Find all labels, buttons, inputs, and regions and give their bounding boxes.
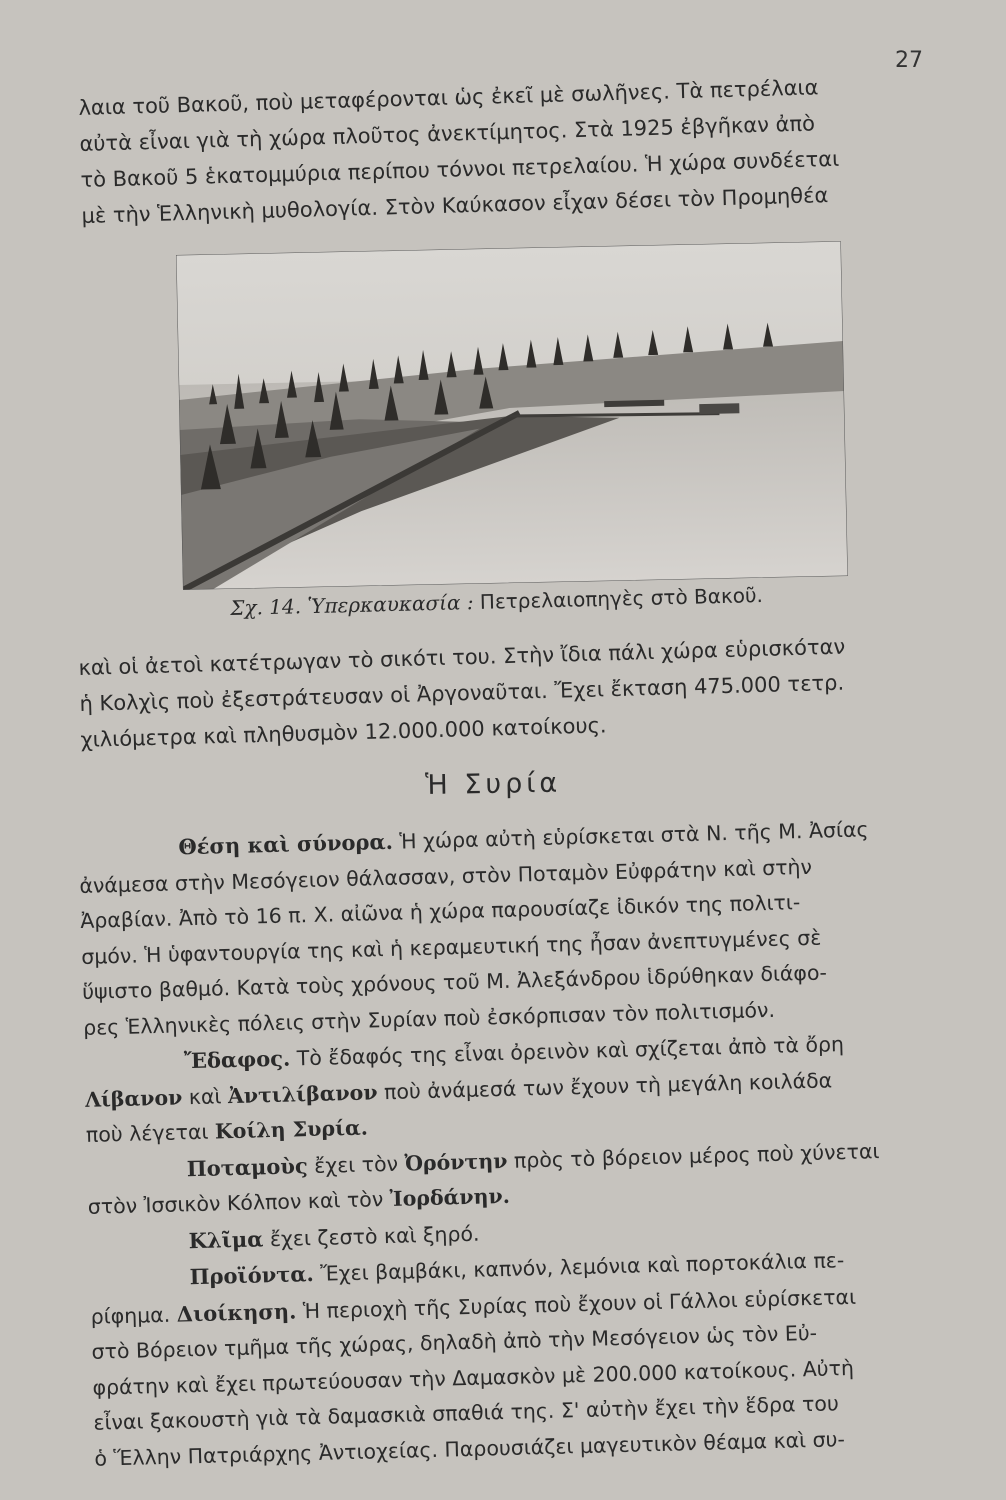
place-name: Ἰορδάνην. xyxy=(389,1183,511,1211)
figure-label: Σχ. 14. xyxy=(230,594,302,620)
oil-fields-photo xyxy=(176,241,848,590)
place-name: Ὀρόντην xyxy=(404,1148,508,1176)
text-span: Ἡ περιοχὴ τῆς Συρίας ποὺ ἔχουν οἱ Γάλλοι εὑρίσκεται xyxy=(302,1284,857,1323)
syria-body xyxy=(78,809,975,1477)
lead-term: Ἔδαφος. xyxy=(183,1045,291,1074)
after-figure-paragraph xyxy=(78,625,961,758)
figure-title: Ὑπερκαυκασία : xyxy=(307,590,474,619)
text-line: χιλιόμετρα καὶ πληθυσμὸν 12.000.000 κατοίκους. xyxy=(80,713,607,752)
lead-term: Κλῖμα xyxy=(188,1225,264,1253)
figure-caption-text: Πετρελαιοπηγὲς στὸ Βακοῦ. xyxy=(479,582,764,614)
text-span: ἔχει ζεστὸ καὶ ξηρό. xyxy=(269,1221,480,1251)
text-span: ποὺ λέγεται xyxy=(85,1119,209,1147)
lead-term: Θέση καὶ σύνορα. xyxy=(178,828,394,860)
place-name: Κοίλη Συρία. xyxy=(214,1115,369,1144)
text-line: τὸ Βακοῦ 5 ἑκατομμύρια περίπου τόννοι πετρελαίου. Ἡ χώρα συνδέεται xyxy=(80,146,840,192)
text-span: πρὸς τὸ βόρειον μέρος ποὺ χύνεται xyxy=(513,1138,880,1173)
text-span: Τὸ ἔδαφός της εἶναι ὀρεινὸν καὶ σχίζεται ἀπὸ τὰ ὄρη xyxy=(296,1032,845,1071)
text-line: στὸ Βόρειον τμῆμα τῆς χώρας, δηλαδὴ ἀπὸ τὴν Μεσόγειον ὡς τὸν Εὐ- xyxy=(91,1320,818,1364)
text-span: Ἔχει βαμβάκι, καπνόν, λεμόνια καὶ πορτοκάλια πε- xyxy=(320,1248,845,1286)
lead-term: Προϊόντα. xyxy=(189,1260,315,1290)
text-line: ὕψιστο βαθμό. Κατὰ τοὺς χρόνους τοῦ Μ. Ἀλεξάνδρου ἱδρύθηκαν διάφο- xyxy=(81,960,828,1004)
intro-paragraph xyxy=(78,65,962,234)
text-line: λαια τοῦ Βακοῦ, ποὺ μεταφέρονται ὡς ἐκεῖ μὲ σωλῆνες. Τὰ πετρέλαια xyxy=(78,75,819,120)
text-span: ποὺ ἀνάμεσά των ἔχουν τὴ μεγάλη κοιλάδα xyxy=(383,1067,833,1104)
text-span: καὶ xyxy=(188,1083,222,1109)
text-line: φράτην καὶ ἔχει πρωτεύουσαν τὴν Δαμασκὸν μὲ 200.000 κατοίκους. Αὐτὴ xyxy=(92,1355,855,1400)
text-line: Ἀραβίαν. Ἀπὸ τὸ 16 π. Χ. αἰῶνα ἡ χώρα παρουσίαζε ἰδικόν της πολιτι- xyxy=(80,890,801,933)
text-line: ὁ Ἕλλην Πατριάρχης Ἀντιοχείας. Παρουσιάζει μαγευτικὸν θέαμα καὶ συ- xyxy=(94,1426,846,1471)
text-span: Ἡ χώρα αὐτὴ εὑρίσκεται στὰ Ν. τῆς Μ. Ἀσίας xyxy=(399,817,869,854)
place-name: Ἀντιλίβανον xyxy=(227,1079,378,1108)
place-name: Λίβανον xyxy=(84,1084,183,1112)
text-line: καὶ οἱ ἀετοὶ κατέτρωγαν τὸ σικότι του. Στὴν ἴδια πάλι χώρα εὑρισκόταν xyxy=(78,634,846,680)
text-line: ἀνάμεσα στὴν Μεσόγειον θάλασσαν, στὸν Ποταμὸν Εὐφράτην καὶ στὴν xyxy=(79,854,813,898)
section-heading: Ἡ Συρία xyxy=(425,767,562,801)
page-number: 27 xyxy=(895,48,923,73)
text-span: ρίφημα. xyxy=(90,1302,171,1329)
text-span: ἔχει τὸν xyxy=(313,1151,399,1178)
text-line: ἡ Κολχὶς ποὺ ἐξεστράτευσαν οἱ Ἀργοναῦται. Ἔχει ἔκταση 475.000 τετρ. xyxy=(79,670,845,716)
text-span: στὸν Ἰσσικὸν Κόλπον καὶ τὸν xyxy=(87,1187,384,1219)
text-line: ρες Ἑλληνικὲς πόλεις στὴν Συρίαν ποὺ ἐσκόρπισαν τὸν πολιτισμόν. xyxy=(82,997,776,1040)
text-line: μὲ τὴν Ἑλληνικὴ μυθολογία. Στὸν Καύκασον εἶχαν δέσει τὸν Προμηθέα xyxy=(81,183,829,228)
lead-term: Ποταμοὺς xyxy=(186,1152,309,1181)
lead-term: Διοίκηση. xyxy=(176,1297,297,1327)
text-line: σμόν. Ἡ ὑφαντουργία της καὶ ἡ κεραμευτική της ἦσαν ἀνεπτυγμένες σὲ xyxy=(80,925,822,969)
text-line: αὐτὰ εἶναι γιὰ τὴ χώρα πλοῦτος ἀνεκτίμητος. Στὰ 1925 ἐβγῆκαν ἀπὸ xyxy=(79,111,816,156)
text-line: εἶναι ξακουστὴ γιὰ τὰ δαμασκιὰ σπαθιά της. Σ' αὐτὴν ἔχει τὴν ἕδρα του xyxy=(93,1391,840,1435)
